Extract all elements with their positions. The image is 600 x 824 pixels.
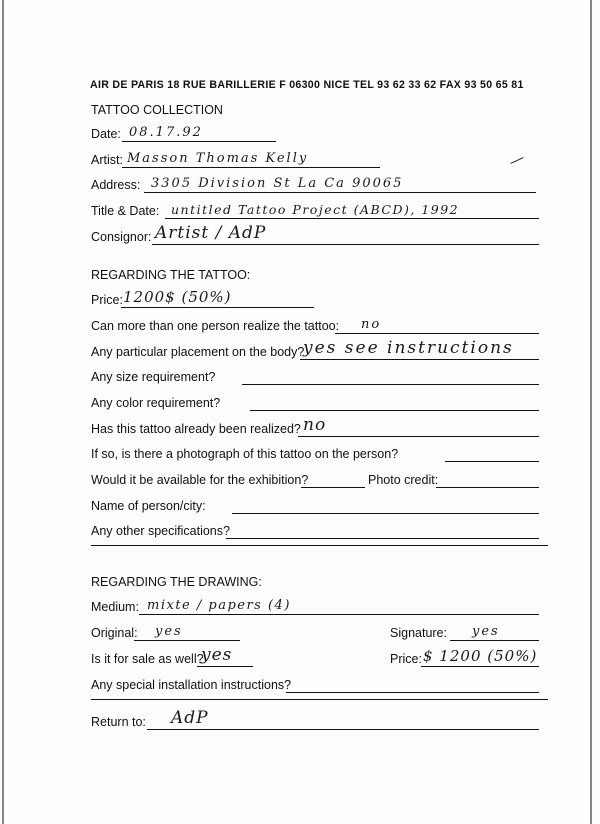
other-spec-extra-line[interactable]	[91, 545, 548, 546]
multi-person-line	[335, 333, 539, 334]
original-signature-row	[91, 623, 551, 643]
signature-line	[450, 640, 539, 641]
title-date-value[interactable]: untitled Tattoo Project (ABCD), 1992	[171, 202, 460, 217]
artist-row	[91, 150, 551, 170]
placement-label: Any particular placement on the body?	[91, 345, 305, 359]
return-value[interactable]: AdP	[171, 708, 209, 728]
multi-person-label: Can more than one person realize the tattoo:	[91, 319, 340, 333]
tattoo-price-line	[121, 307, 314, 308]
tattoo-price-value[interactable]: 1200$ (50%)	[123, 288, 232, 306]
original-label: Original:	[91, 626, 138, 640]
realized-row	[91, 415, 551, 439]
consignor-row	[91, 223, 551, 247]
consignor-line	[152, 244, 539, 245]
sale-price-row	[91, 645, 551, 669]
size-line[interactable]	[242, 384, 539, 385]
title-row	[91, 201, 551, 221]
placement-line	[300, 359, 539, 360]
realized-value[interactable]: no	[303, 415, 327, 435]
address-line	[144, 192, 536, 193]
return-line	[147, 729, 539, 730]
photo-row	[91, 444, 551, 464]
for-sale-line	[197, 666, 253, 667]
color-label: Any color requirement?	[91, 396, 221, 410]
signature-value[interactable]: yes	[472, 624, 500, 639]
address-value[interactable]: 3305 Division St La Ca 90065	[151, 176, 404, 191]
for-sale-label: Is it for sale as well?	[91, 652, 204, 666]
for-sale-value[interactable]: yes	[201, 645, 233, 665]
original-value[interactable]: yes	[155, 624, 183, 639]
medium-value[interactable]: mixte / papers (4)	[147, 598, 291, 613]
exhibition-label: Would it be available for the exhibition?	[91, 473, 309, 487]
drawing-section-heading: REGARDING THE DRAWING:	[91, 575, 262, 589]
size-row	[91, 367, 551, 387]
person-city-line[interactable]	[232, 513, 539, 514]
artist-value[interactable]: Masson Thomas Kelly	[127, 151, 309, 166]
scan-edge-right	[590, 0, 592, 824]
date-label: Date:	[91, 127, 121, 141]
photo-credit-line[interactable]	[436, 487, 539, 488]
photo-credit-label: Photo credit:	[368, 473, 439, 487]
consignor-value[interactable]: Artist / AdP	[155, 223, 267, 243]
title-line	[165, 218, 539, 219]
color-row	[91, 393, 551, 413]
drawing-price-line	[421, 666, 539, 667]
medium-line	[139, 614, 539, 615]
tattoo-section-heading: REGARDING THE TATTOO:	[91, 268, 251, 282]
tattoo-price-row	[91, 290, 551, 310]
letterhead: AIR DE PARIS 18 RUE BARILLERIE F 06300 NICE TEL 93 62 33 62 FAX 93 50 65 81	[90, 79, 524, 91]
scan-edge-left	[2, 0, 4, 824]
exhibition-row	[91, 470, 551, 490]
other-spec-label: Any other specifications?	[91, 524, 230, 538]
title-date-label: Title & Date:	[91, 204, 160, 218]
install-label: Any special installation instructions?	[91, 678, 292, 692]
other-spec-line[interactable]	[226, 538, 539, 539]
drawing-price-label: Price:	[390, 652, 422, 666]
placement-row	[91, 338, 551, 362]
return-label: Return to:	[91, 715, 146, 729]
realized-line	[298, 436, 539, 437]
medium-row	[91, 597, 551, 617]
date-line	[122, 141, 276, 142]
artist-line	[122, 167, 380, 168]
form-title: TATTOO COLLECTION	[91, 103, 223, 117]
exhibition-line[interactable]	[301, 487, 365, 488]
photo-line[interactable]	[445, 461, 539, 462]
install-row	[91, 675, 551, 695]
multi-person-row	[91, 316, 551, 336]
tattoo-price-label: Price:	[91, 293, 123, 307]
placement-value[interactable]: yes see instructions	[303, 338, 514, 358]
install-line[interactable]	[286, 692, 539, 693]
multi-person-value[interactable]: no	[361, 317, 382, 332]
color-line[interactable]	[250, 410, 539, 411]
artist-label: Artist:	[91, 153, 123, 167]
address-label: Address:	[91, 178, 141, 192]
original-line	[134, 640, 240, 641]
install-extra-line[interactable]	[91, 699, 548, 700]
date-value[interactable]: 08.17.92	[129, 125, 203, 140]
signature-label: Signature:	[390, 626, 447, 640]
drawing-price-value[interactable]: $ 1200 (50%)	[423, 647, 538, 665]
date-row	[91, 124, 551, 144]
size-label: Any size requirement?	[91, 370, 216, 384]
consignor-label: Consignor:	[91, 230, 152, 244]
medium-label: Medium:	[91, 600, 139, 614]
person-row	[91, 496, 551, 516]
other-spec-row	[91, 521, 551, 541]
person-city-label: Name of person/city:	[91, 499, 206, 513]
realized-label: Has this tattoo already been realized?	[91, 422, 301, 436]
photo-label: If so, is there a photograph of this tattoo on the person?	[91, 447, 399, 461]
return-row	[91, 708, 551, 732]
address-row	[91, 175, 551, 195]
